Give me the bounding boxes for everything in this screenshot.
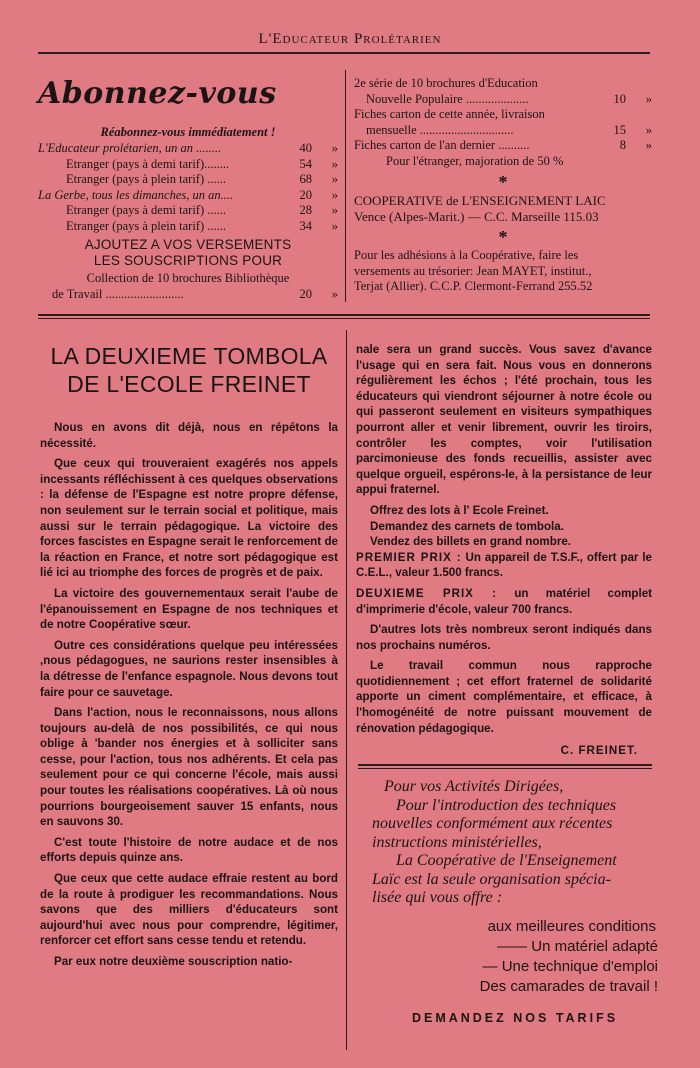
price-label: Etranger (pays à demi tarif) ...... — [66, 203, 227, 217]
price-amount: 28 — [299, 203, 312, 217]
membership-line: Pour les adhésions à la Coopérative, faire les — [354, 248, 579, 262]
article-paragraph: La victoire des gouvernementaux serait l'aube de l'épanouissement en Espagne de nos techniques et de notre Coopérative sœur. — [40, 586, 338, 632]
membership-line: versements au trésorier: Jean MAYET, institut., — [354, 263, 592, 278]
article-paragraph: D'autres lots très nombreux seront indiqués dans nos prochains numéros. — [356, 623, 652, 652]
advert-line: Pour l'introduction des techniques — [396, 796, 617, 814]
series-line: 2e série de 10 brochures d'Education — [354, 76, 538, 90]
article-body-right-end — [356, 622, 652, 736]
coop-line: Vence (Alpes-Marit.) — C.C. Marseille 115.03 — [354, 208, 599, 224]
second-prize-label: DEUXIEME PRIX : — [356, 586, 498, 600]
collection-label: de Travail ......................... — [52, 286, 184, 301]
price-currency: » — [331, 187, 338, 202]
advert-box — [372, 778, 658, 1025]
article-paragraph: Outre ces considérations quelque peu intéressées ,nous pédagogues, ne saurions rester insensibles à la détresse de l'enfance espagnole. Nous devons tout faire pour ce sauvetage. — [40, 638, 338, 699]
price-currency: » — [331, 172, 338, 186]
price-row — [38, 157, 338, 173]
article-paragraph: nale sera un grand succès. Vous savez d'avance l'usage qui en sera fait. Nous vous en donnerons régulièrement les échos ; l'été prochain, tous les éducateurs qui viendront séjourner à notre école ou qui passeront seulement en visiteurs sympathiques pourront aller et venir librement, ouvrir les tiroirs, contrôler les comptes, voir l'utilisation parcimonieuse des fonds recueillis, assister avec quelque orgueil, espérons-le, à la persistance de leur appui fraternel. — [356, 343, 652, 497]
first-prize-text: Un appareil de T.S.F., offert par le C.E.L., valeur 1.500 francs. — [356, 550, 652, 580]
top-column-divider — [345, 70, 346, 302]
advert-line: lisée qui vous offre : — [372, 889, 503, 906]
fiches-amount: 15 — [613, 122, 626, 137]
price-amount: 54 — [299, 156, 312, 171]
signature: C. FREINET. — [560, 744, 638, 758]
separator-star: * — [498, 227, 508, 247]
fiches-row — [354, 123, 652, 139]
article-paragraph: Dans l'action, nous le reconnaissons, nous allons toujours au-delà de nos possibilités, ce qui nous oblige à 'bander nos énergies et à solliciter sans cesse, pour l'action, tous nos adhérents. Et cela pas seulement pour ce qui concerne l'école, mais aussi pour toutes les réalisations coopératives. Là où nous pourrions bourgeoisement sauver 15 enfants, nous en sauvons 30. — [40, 706, 338, 829]
series-amount: 10 — [613, 91, 626, 106]
last-year-label: Fiches carton de l'an dernier .......... — [354, 138, 530, 152]
article-title — [40, 342, 338, 398]
collection-row — [38, 287, 338, 303]
advert-offers — [372, 917, 658, 997]
series-row — [354, 92, 652, 108]
price-amount: 34 — [299, 218, 312, 233]
advert-rule — [358, 764, 652, 766]
article-title-line: LA DEUXIEME TOMBOLA — [50, 343, 328, 369]
series-price — [354, 76, 652, 169]
price-row — [38, 172, 338, 188]
advert-line: Laïc est la seule organisation spécia- — [372, 870, 611, 888]
article-paragraph: Offrez des lots à l' Ecole Freinet. — [370, 503, 549, 517]
second-prize — [356, 586, 652, 617]
article-paragraph: Nous en avons dit déjà, nous en répétons la nécessité. — [40, 421, 338, 450]
article-paragraph: Que ceux qui trouveraient exagérés nos appels incessants réfléchissent à ces quelques observations : la défense de l'Espagne est notre propre défense, non seulement sur le terrain social et politique, mais aussi sur le terrain pédagogique. La victoire des forces fascistes en Espagne serait le renforcement de la réaction en France, et notre sort pédagogique est lié ici au triomphe des forces de progrès et de paix. — [40, 457, 338, 580]
price-label: L'Educateur prolétarien, un an ........ — [38, 141, 222, 155]
series-label: Nouvelle Populaire .................... — [366, 91, 529, 106]
price-list — [38, 141, 338, 234]
fiches-line: Fiches carton de cette année, livraison — [354, 107, 545, 121]
subscribe-title: Abonnez-vous — [38, 76, 277, 111]
article-paragraph: Vendez des billets en grand nombre. — [370, 535, 572, 549]
collection-currency: » — [331, 286, 338, 301]
advert-text — [372, 778, 658, 908]
article-body-left — [40, 420, 338, 970]
first-prize — [356, 550, 652, 581]
price-amount: 20 — [299, 187, 312, 202]
advert-rule-thin — [358, 768, 652, 769]
last-year-row — [354, 138, 652, 154]
collection-price — [38, 271, 338, 302]
last-year-amount: 8 — [619, 138, 626, 152]
coop-line: COOPERATIVE de L'ENSEIGNEMENT LAIC — [354, 193, 606, 208]
price-row — [38, 188, 338, 204]
price-label: Etranger (pays à plein tarif) ...... — [66, 172, 227, 186]
collection-line: Collection de 10 brochures Bibliothèque — [86, 271, 290, 285]
article-paragraph: C'est toute l'histoire de notre audace et de nos efforts depuis quinze ans. — [40, 835, 338, 865]
membership-line: Terjat (Allier). C.C.P. Clermont-Ferrand 255.52 — [354, 279, 593, 293]
running-title: L'Educateur Prolétarien — [258, 31, 442, 47]
advert-line: Pour vos Activités Dirigées, — [384, 778, 564, 795]
collection-amount: 20 — [299, 286, 312, 301]
second-prize-text: un matériel complet d'imprimerie d'école, valeur 700 francs. — [356, 586, 653, 616]
article-paragraph: Que ceux que cette audace effraie restent au bord de la route à prodiguer les recommandations. Nous savons que des milliers d'éducateurs sont aujourd'hui avec nous pour comprendre, légitimer, renforcer cet effort sans cesse tendu et retendu. — [40, 872, 338, 948]
add-note-line: LES SOUSCRIPTIONS POUR — [93, 253, 283, 268]
article-right-column — [356, 342, 652, 757]
price-row — [38, 219, 338, 235]
price-amount: 68 — [299, 172, 312, 186]
resubscribe-note: Réabonnez-vous immédiatement ! — [100, 125, 276, 139]
price-amount: 40 — [299, 141, 312, 155]
price-label: Etranger (pays à demi tarif)........ — [66, 156, 230, 171]
article-title-line: DE L'ECOLE FREINET — [67, 371, 311, 397]
price-currency: » — [331, 203, 338, 217]
offer-line: aux meilleures conditions — [487, 917, 656, 935]
price-row — [38, 203, 338, 219]
price-label: Etranger (pays à plein tarif) ...... — [66, 218, 227, 233]
advert-line: nouvelles conformément aux récentes — [372, 815, 613, 832]
fiches-currency: » — [645, 122, 652, 137]
add-note-line: AJOUTEZ A VOS VERSEMENTS — [84, 237, 292, 252]
article-column-divider — [346, 330, 347, 1050]
section-rule — [38, 314, 650, 316]
section-rule-thin — [38, 318, 650, 319]
offer-line: —— Un matériel adapté — [497, 937, 658, 955]
coop-address — [354, 193, 652, 224]
membership-info — [354, 248, 652, 295]
separator-star: * — [498, 172, 508, 192]
foreign-surcharge: Pour l'étranger, majoration de 50 % — [386, 153, 564, 168]
offer-line: — Une technique d'emploi — [482, 957, 658, 975]
first-prize-label: PREMIER PRIX : — [356, 550, 462, 564]
advert-line: instructions ministérielles, — [372, 833, 542, 851]
price-row — [38, 141, 338, 157]
article-body-right — [356, 342, 652, 550]
header-rule — [38, 52, 650, 54]
article-left-column — [40, 342, 338, 975]
price-currency: » — [331, 141, 338, 155]
fiches-label: mensuelle .............................. — [366, 122, 514, 137]
article-paragraph: Par eux notre deuxième souscription natio- — [54, 955, 293, 968]
add-note — [38, 237, 338, 269]
last-year-currency: » — [645, 138, 652, 152]
subscription-box — [38, 76, 338, 302]
price-currency: » — [331, 218, 338, 233]
offer-line: Des camarades de travail ! — [479, 977, 658, 995]
price-currency: » — [331, 156, 338, 171]
series-currency: » — [645, 91, 652, 106]
article-paragraph: Le travail commun nous rapproche quotidiennement ; cet effort fraternel de solidarité apporte un ciment complémentaire, et efficace, à l'homogénéité de notre puissant mouvement de rénovation pédagogique. — [356, 659, 652, 735]
price-box-right — [354, 76, 652, 295]
request-rates: DEMANDEZ NOS TARIFS — [411, 1010, 619, 1025]
advert-line: La Coopérative de l'Enseignement — [396, 852, 617, 869]
article-paragraph: Demandez des carnets de tombola. — [370, 519, 564, 533]
price-label: La Gerbe, tous les dimanches, un an.... — [38, 187, 234, 202]
